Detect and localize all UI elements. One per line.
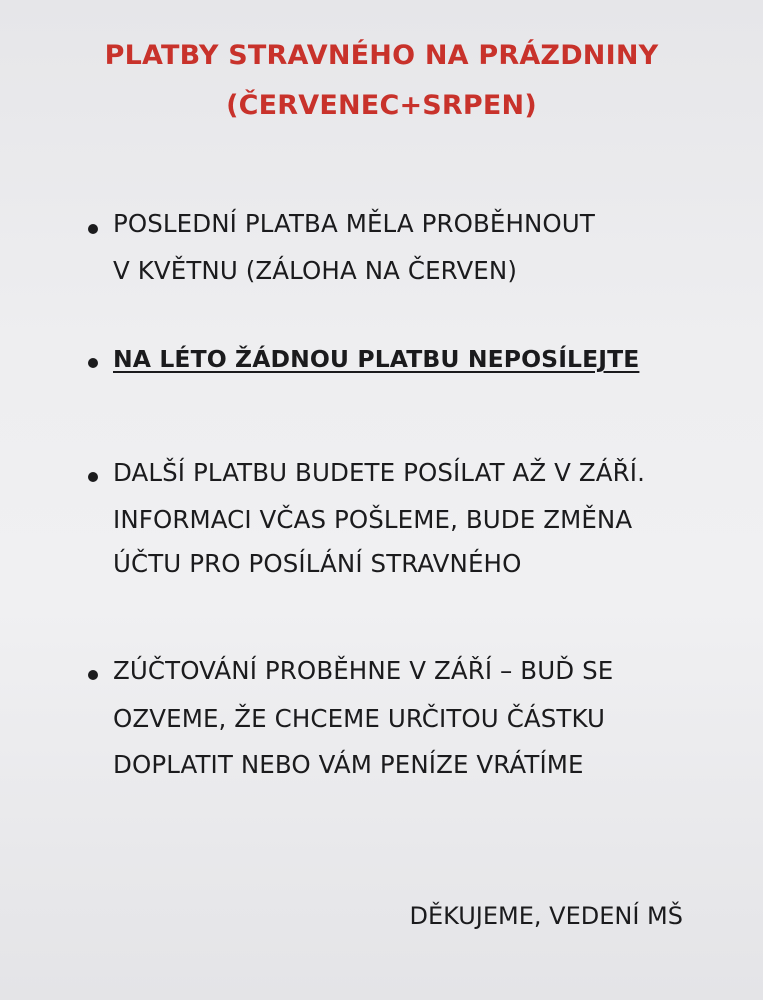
bullet-line: ZÚČTOVÁNÍ PROBĚHNE V ZÁŘÍ – BUĎ SE	[113, 656, 614, 685]
bullet-line-emphasis: NA LÉTO ŽÁDNOU PLATBU NEPOSÍLEJTE	[113, 345, 640, 373]
bullet-line: ÚČTU PRO POSÍLÁNÍ STRAVNÉHO	[113, 549, 522, 578]
bullet-dot-icon	[88, 472, 98, 482]
bullet-line: OZVEME, ŽE CHCEME URČITOU ČÁSTKU	[113, 704, 606, 733]
notice-title-line-2: (ČERVENEC+SRPEN)	[226, 90, 537, 121]
bullet-line: POSLEDNÍ PLATBA MĚLA PROBĚHNOUT	[113, 209, 595, 238]
bullet-line: V KVĚTNU (ZÁLOHA NA ČERVEN)	[113, 256, 517, 285]
bullet-dot-icon	[88, 358, 98, 368]
signature: DĚKUJEME, VEDENÍ MŠ	[409, 902, 683, 930]
bullet-dot-icon	[88, 670, 98, 680]
notice-title-line-1: PLATBY STRAVNÉHO NA PRÁZDNINY	[104, 40, 659, 71]
bullet-line: DOPLATIT NEBO VÁM PENÍZE VRÁTÍME	[113, 750, 584, 779]
bullet-line: INFORMACI VČAS POŠLEME, BUDE ZMĚNA	[113, 505, 633, 534]
bullet-dot-icon	[88, 224, 98, 234]
bullet-line: DALŠÍ PLATBU BUDETE POSÍLAT AŽ V ZÁŘÍ.	[113, 458, 645, 487]
